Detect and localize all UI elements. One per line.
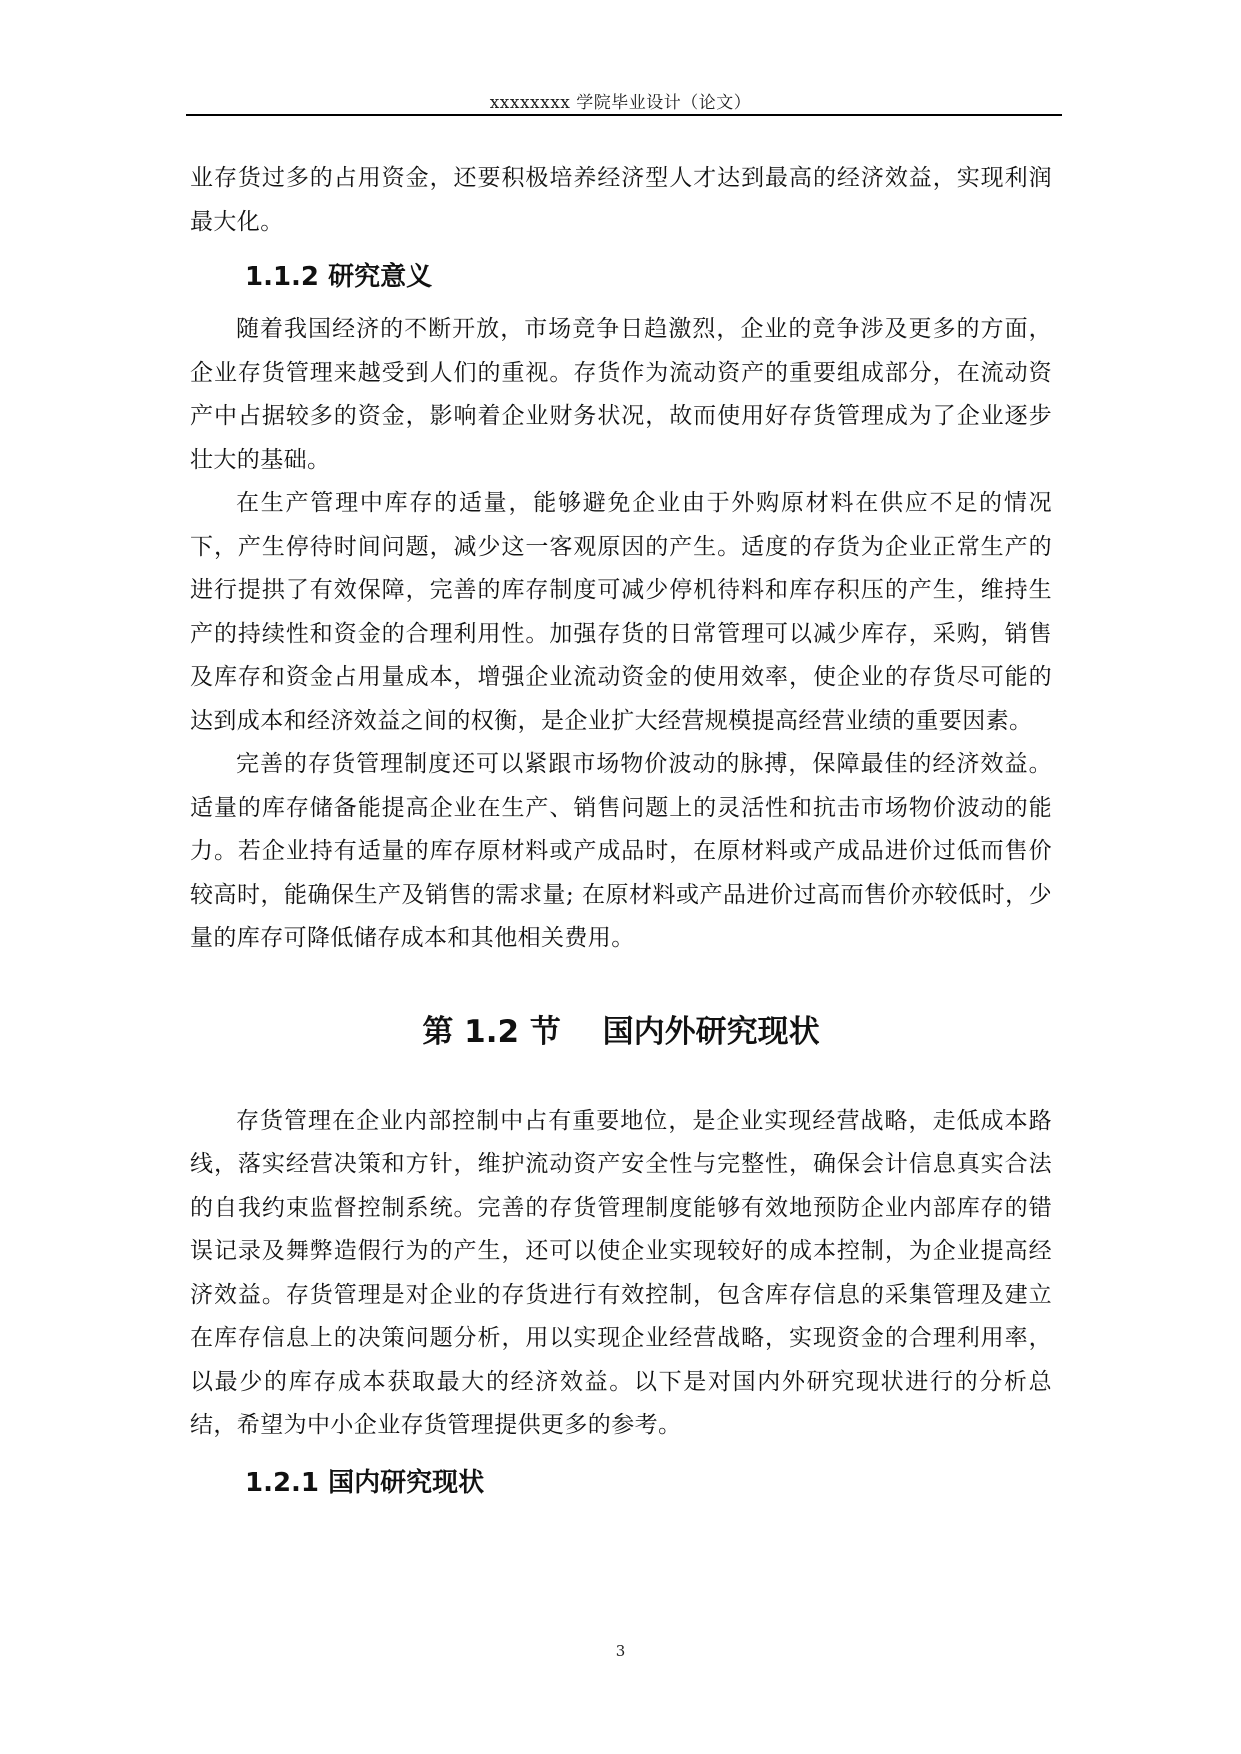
header-divider xyxy=(186,114,1062,116)
paragraph: 随着我国经济的不断开放，市场竞争日趋激烈，企业的竞争涉及更多的方面，企业存货管理来越受到人们的重视。存货作为流动资产的重要组成部分，在流动资产中占据较多的资金，影响着企业财务状况，故而使用好存货管理成为了企业逐步壮大的基础。 xyxy=(190,316,1052,473)
section-heading-1-2: 第 1.2 节 国内外研究现状 xyxy=(422,1013,820,1050)
paragraph: 完善的存货管理制度还可以紧跟市场物价波动的脉搏，保障最佳的经济效益。适量的库存储备能提高企业在生产、销售问题上的灵活性和抗击市场物价波动的能力。若企业持有适量的库存原材料或产成品时，在原材料或产成品进价过低而售价较高时，能确保生产及销售的需求量; 在原材料或产品进价过高而售价亦较低时，少量的库存可降低储存成本和其他相关费用。 xyxy=(190,751,1052,951)
paragraph: 在生产管理中库存的适量，能够避免企业由于外购原材料在供应不足的情况下，产生停待时间问题，减少这一客观原因的产生。适度的存货为企业正常生产的进行提拱了有效保障，完善的库存制度可减少停机待料和库存积压的产生，维持生产的持续性和资金的合理利用性。加强存货的日常管理可以减少库存，采购，销售及库存和资金占用量成本，增强企业流动资金的使用效率，使企业的存货尽可能的达到成本和经济效益之间的权衡，是企业扩大经营规模提高经营业绩的重要因素。 xyxy=(190,490,1052,734)
continued-paragraph: 业存货过多的占用资金，还要积极培养经济型人才达到最高的经济效益，实现利润最大化。 xyxy=(190,165,1052,235)
section-heading-1-1-2: 1.1.2 研究意义 xyxy=(245,262,433,292)
paragraph: 存货管理在企业内部控制中占有重要地位，是企业实现经营战略，走低成本路线，落实经营决策和方针，维护流动资产安全性与完整性，确保会计信息真实合法的自我约束监督控制系统。完善的存货管理制度能够有效地预防企业内部库存的错误记录及舞弊造假行为的产生，还可以使企业实现较好的成本控制，为企业提高经济效益。存货管理是对企业的存货进行有效控制，包含库存信息的采集管理及建立在库存信息上的决策问题分析，用以实现企业经营战略，实现资金的合理利用率，以最少的库存成本获取最大的经济效益。以下是对国内外研究现状进行的分析总结，希望为中小企业存货管理提供更多的参考。 xyxy=(190,1107,1052,1438)
document-body xyxy=(190,157,1052,1512)
section-heading-1-2-1: 1.2.1 国内研究现状 xyxy=(245,1467,485,1498)
page-header-title: xxxxxxxx 学院毕业设计（论文） xyxy=(489,93,752,113)
page-number: 3 xyxy=(615,1642,626,1660)
